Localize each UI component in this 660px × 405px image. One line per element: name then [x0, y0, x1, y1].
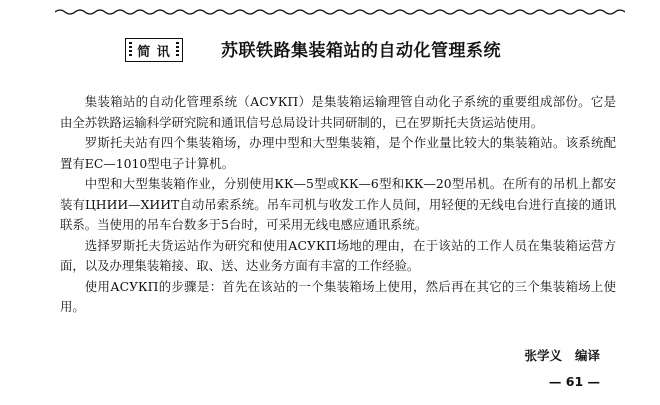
article-title: 苏联铁路集装箱站的自动化管理系统: [221, 41, 501, 61]
body-paragraph: 罗斯托夫站有四个集装箱场，办理中型和大型集装箱，是个作业量比较大的集装箱站。该系统配置有ЕС—1010型电子计算机。: [60, 135, 616, 171]
decorative-wavy-rule: [55, 8, 625, 16]
article-header: [125, 36, 625, 66]
author-byline: 张学义 编译: [524, 348, 600, 363]
page-number: — 61 —: [548, 374, 600, 389]
body-paragraph: 集装箱站的自动化管理系统（АСУКП）是集装箱运输理管自动化子系统的重要组成部份。它是由全苏铁路运输科学研究院和通讯信号总局设计共同研制的，已在罗斯托夫货运站使用。: [60, 94, 616, 130]
body-paragraph: 选择罗斯托夫货运站作为研究和使用АСУКП场地的理由，在于该站的工作人员在集装箱运营方面，以及办理集装箱接、取、送、达业务方面有丰富的工作经验。: [60, 237, 616, 273]
article-body: [60, 92, 616, 318]
section-badge: [125, 38, 183, 62]
body-paragraph: 中型和大型集装箱作业，分别使用КК—5型或КК—6型和КК—20型吊机。在所有的吊机上都安装有ЦНИИ—ХИИТ自动吊索系统。吊车司机与收发工作人员间，用轻便的无线电台进行直接的通讯联系。当使用的吊车台数多于5台时，可采用无线电感应通讯系统。: [60, 176, 616, 232]
body-paragraph: 使用АСУКП的步骤是：首先在该站的一个集装箱场上使用，然后再在其它的三个集装箱场上使用。: [60, 278, 616, 314]
section-badge-label: 简 讯: [137, 44, 171, 60]
